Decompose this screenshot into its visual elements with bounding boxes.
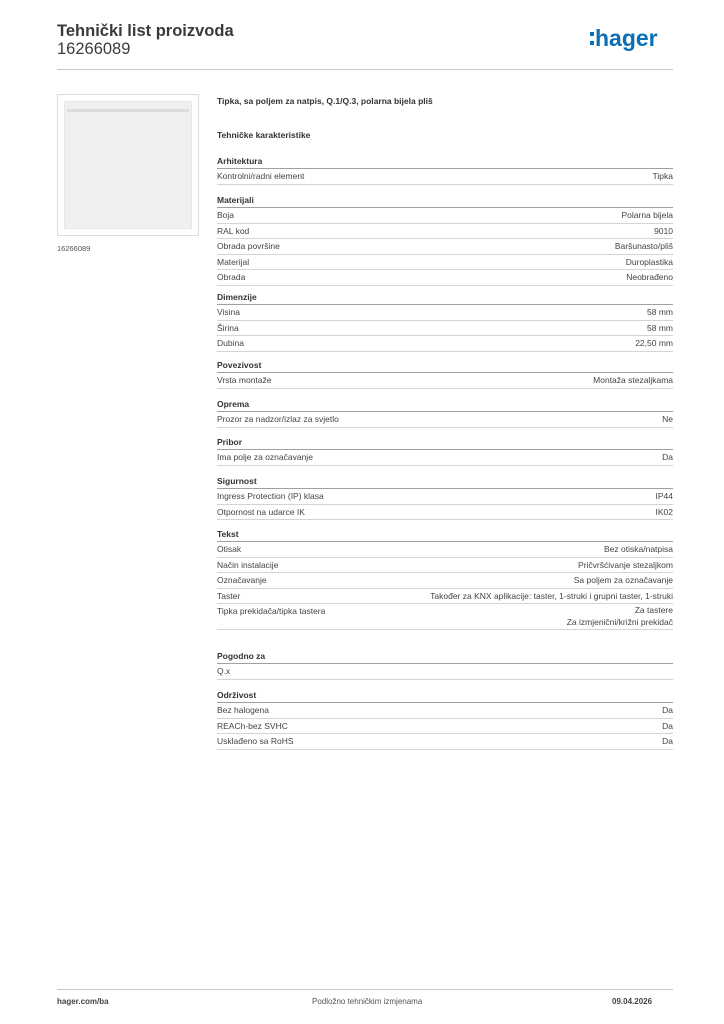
spec-sigurnost: [217, 476, 673, 520]
spec-row: RAL kod 9010: [217, 224, 673, 240]
product-number: 16266089: [57, 40, 131, 58]
header-divider: [57, 69, 673, 70]
section-heading: Sigurnost: [217, 476, 673, 489]
spec-arhitektura: [217, 156, 673, 185]
spec-row: Otpornost na udarce IK IK02: [217, 505, 673, 521]
document-title: Tehnički list proizvoda: [57, 22, 234, 40]
spec-pribor: [217, 437, 673, 466]
spec-row: Q.x: [217, 664, 673, 680]
spec-row: Materijal Duroplastika: [217, 255, 673, 271]
section-heading: Oprema: [217, 399, 673, 412]
spec-row: Taster Također za KNX aplikacije: taster, 1-struki i grupni taster, 1-struki: [217, 589, 673, 605]
spec-row: Obrada površine Baršunasto/pliš: [217, 239, 673, 255]
spec-odrzivost: [217, 690, 673, 750]
spec-row: Obrada Neobrađeno: [217, 270, 673, 286]
section-heading: Pogodno za: [217, 651, 673, 664]
section-heading: Povezivost: [217, 360, 673, 373]
spec-row: Kontrolni/radni element Tipka: [217, 169, 673, 185]
spec-povezivost: [217, 360, 673, 389]
footer-disclaimer: Podložno tehničkim izmjenama: [312, 997, 423, 1006]
product-image: [57, 94, 199, 236]
spec-tekst: [217, 529, 673, 630]
spec-row: Širina 58 mm: [217, 321, 673, 337]
section-heading: Dimenzije: [217, 292, 673, 305]
footer-website[interactable]: hager.com/ba: [57, 997, 109, 1006]
spec-row: Dubina 22,50 mm: [217, 336, 673, 352]
footer-date: 09.04.2026: [612, 997, 653, 1006]
spec-row: Usklađeno sa RoHS Da: [217, 734, 673, 750]
section-heading: Pribor: [217, 437, 673, 450]
spec-row: Prozor za nadzor/izlaz za svjetlo Ne: [217, 412, 673, 428]
spec-dimenzije: [217, 292, 673, 352]
svg-text:hager: hager: [595, 26, 658, 51]
section-heading: Arhitektura: [217, 156, 673, 169]
spec-row: Otisak Bez otiska/natpisa: [217, 542, 673, 558]
image-caption: 16266089: [57, 244, 91, 253]
push-button-image: [64, 101, 192, 229]
spec-row: Tipka prekidača/tipka tastera Za tastere Za izmjenični/križni prekidač: [217, 604, 673, 630]
spec-row: Boja Polarna bijela: [217, 208, 673, 224]
section-heading: Održivost: [217, 690, 673, 703]
spec-row: Ingress Protection (IP) klasa IP44: [217, 489, 673, 505]
section-heading: Materijali: [217, 195, 673, 208]
spec-row: Vrsta montaže Montaža stezaljkama: [217, 373, 673, 389]
spec-row: REACh-bez SVHC Da: [217, 719, 673, 735]
spec-materijali: [217, 195, 673, 286]
product-title: Tipka, sa poljem za natpis, Q.1/Q.3, polarna bijela pliš: [217, 96, 433, 106]
spec-row: Visina 58 mm: [217, 305, 673, 321]
section-heading: Tekst: [217, 529, 673, 542]
spec-row: Način instalacije Pričvršćivanje stezaljkom: [217, 558, 673, 574]
footer-divider: [57, 989, 673, 990]
spec-row: Ima polje za označavanje Da: [217, 450, 673, 466]
spec-row: Bez halogena Da: [217, 703, 673, 719]
spec-row: Označavanje Sa poljem za označavanje: [217, 573, 673, 589]
hager-logo: [590, 26, 674, 59]
spec-pogodno: [217, 651, 673, 680]
spec-oprema: [217, 399, 673, 428]
section-subtitle: Tehničke karakteristike: [217, 130, 311, 140]
